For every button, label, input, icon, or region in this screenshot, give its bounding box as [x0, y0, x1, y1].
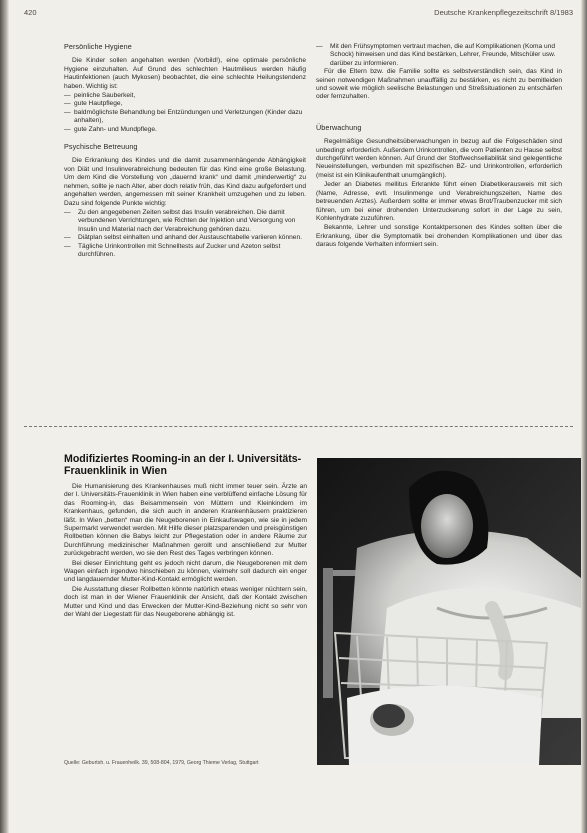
page-number: 420: [24, 8, 37, 17]
source-citation: Quelle: Geburtsh. u. Frauenheilk. 39, 508-804, 1979, Georg Thieme Verlag, Stuttgart: [64, 760, 259, 766]
ueberwachung-paragraph-2: Jeder an Diabetes mellitus Erkrankte führt einen Diabetikerausweis mit sich (Name, Adresse, evtl. Insulinmenge und Verabreichungszeiten, Name des betreuenden Arztes). Außerdem sollte er immer etwas Brot/Traubenzucker mit sich führen, um bei einer drohenden Unterzuckerung sofort in der Lage zu sein, Kohlenhydrate zuzuführen.: [316, 181, 562, 222]
list-item: — Zu den angegebenen Zeiten selbst das Insulin verabreichen. Die damit verbundenen Verrichtungen, wie Richten der Injektion und Versorgung von Insulin und Material nach der Verabreichung gehören dazu.: [64, 209, 306, 234]
list-item: — Tägliche Urinkontrollen mit Schnelltests auf Zucker und Azeton selbst durchführen.: [64, 243, 306, 260]
mother-baby-cart-image: [317, 458, 581, 765]
betreuung-paragraph: Die Erkrankung des Kindes und die damit zusammenhängende Abhängigkeit von Diät und Insulinverabreichung bedeuten für das Kind eine große Belastung. Um dem Kind die Vorstellung von „dauernd krank“ und damit „minderwertig“ zu nehmen, sollte je nach Alter, aber doch relativ früh, das Kind dazu aufgefordert und angehalten werden, angemessen mit seiner Krankheit umzugehen und zu leben. Dazu sind folgende Punkte wichtig:: [64, 157, 306, 207]
section-heading-ueberwachung: Überwachung: [316, 122, 362, 132]
section-heading-psychische-betreuung: Psychische Betreuung: [64, 142, 138, 152]
list-item: — Diätplan selbst einhalten und anhand der Austauschtabelle variieren können.: [64, 234, 306, 242]
article-photo: [317, 458, 581, 765]
journal-title: Deutsche Krankenpflegezeitschrift 8/1983: [434, 8, 573, 17]
hygiene-paragraph: Die Kinder sollen angehalten werden (Vorbild!), eine optimale persönliche Hygiene einzuhalten. Auf Grund des schlechten Hautmilieus werden häufig Hautinfektionen (auch Mykosen) beobachtet, die eine schlechte Heilungstendenz haben. Wichtig ist:: [64, 57, 306, 90]
left-column-top: [64, 43, 306, 259]
list-item: — Mit den Frühsymptomen vertraut machen, die auf Komplikationen (Koma und Schock) hinweisen und das Kind bestärken, Lehrer, Freunde, Mitschüler usw. darüber zu informieren.: [316, 43, 562, 68]
list-item: — baldmöglichste Behandlung bei Entzündungen und Verletzungen (Kinder dazu anhalten),: [64, 109, 306, 126]
symptom-list: [316, 43, 562, 68]
ueberwachung-paragraph-3: Bekannte, Lehrer und sonstige Kontaktpersonen des Kindes sollten über die Erkrankung, über die Symptomatik bei drohenden Komplikationen und über das daraus folgende Verhalten informiert sein.: [316, 224, 562, 249]
section-divider: [24, 426, 573, 427]
hygiene-list: [64, 92, 306, 134]
article-paragraph-1: Die Humanisierung des Krankenhauses muß nicht immer teuer sein. Ärzte an der I. Universitäts-Frauenklinik in Wien haben eine verblüffend einfache Lösung für das Rooming-in, das Beisammensein von Müttern und Kleinkindern im Krankenhaus, gefunden, die sich auch in anderen Krankenhäusern praktizieren läßt. In Wien „betten“ man die Neugeborenen in Einkaufswagen, wie sie in jedem Supermarkt verwendet werden. Mit Hilfe dieser platzsparenden und preisgünstigen Rollbetten können die Babys leicht zur Pflegestation oder in andere Räume zur Durchführung medizinischer Maßnahmen gerollt und anschließend zur Mutter zurückgebracht werden, wo sie den Rest des Tages verbringen können.: [64, 483, 307, 558]
right-column-top: [316, 43, 562, 251]
family-paragraph: Für die Eltern bzw. die Familie sollte es selbstverständlich sein, das Kind in seinen notwendigen Maßnahmen unauffällig zu bestärken, es nicht zu bemitleiden und soweit wie möglich seelische Belastungen und Streßsituationen zu entschärfen oder fernzuhalten.: [316, 68, 562, 101]
article-body: [64, 483, 307, 621]
list-item: — gute Zahn- und Mundpflege.: [64, 126, 306, 134]
list-item: — peinliche Sauberkeit,: [64, 92, 306, 100]
ueberwachung-paragraph-1: Regelmäßige Gesundheitsüberwachungen in bezug auf die Folgeschäden sind unbedingt erforderlich. Außerdem Urinkontrollen, die vom Patienten zu Hause selbst durchgeführt werden können. Auf Grund der Stoffwechsellabilität sind gelegentliche Neueinstellungen, verbunden mit spezifischen BZ- und Urinkontrollen, erforderlich (meist ist ein Klinikaufenthalt unumgänglich).: [316, 138, 562, 179]
section-heading-hygiene: Persönliche Hygiene: [64, 42, 132, 51]
article-title: Modifiziertes Rooming-in an der I. Universitäts-Frauenklinik in Wien: [64, 453, 302, 477]
book-spine-shadow: [0, 0, 9, 833]
page-edge-shadow: [581, 0, 587, 833]
article-paragraph-3: Die Ausstattung dieser Rollbetten könnte natürlich etwas weniger nüchtern sein, doch ist man in der Wiener Frauenklinik der Ansicht, daß der Kontakt zwischen Mutter und Kind und das Erwecken der Mutter-Kind-Beziehung nicht so sehr von der Wahl der Liegestatt für das Neugeborene abhängig ist.: [64, 585, 307, 619]
article-paragraph-2: Bei dieser Einrichtung geht es jedoch nicht darum, die Neugeborenen mit dem Wagen einfach irgendwo hinschieben zu können, vielmehr soll dadurch ein enger und langdauernder Mutter-Kind-Kontakt ermöglicht werden.: [64, 559, 307, 584]
list-item: — gute Hautpflege,: [64, 100, 306, 108]
betreuung-list: [64, 209, 306, 259]
